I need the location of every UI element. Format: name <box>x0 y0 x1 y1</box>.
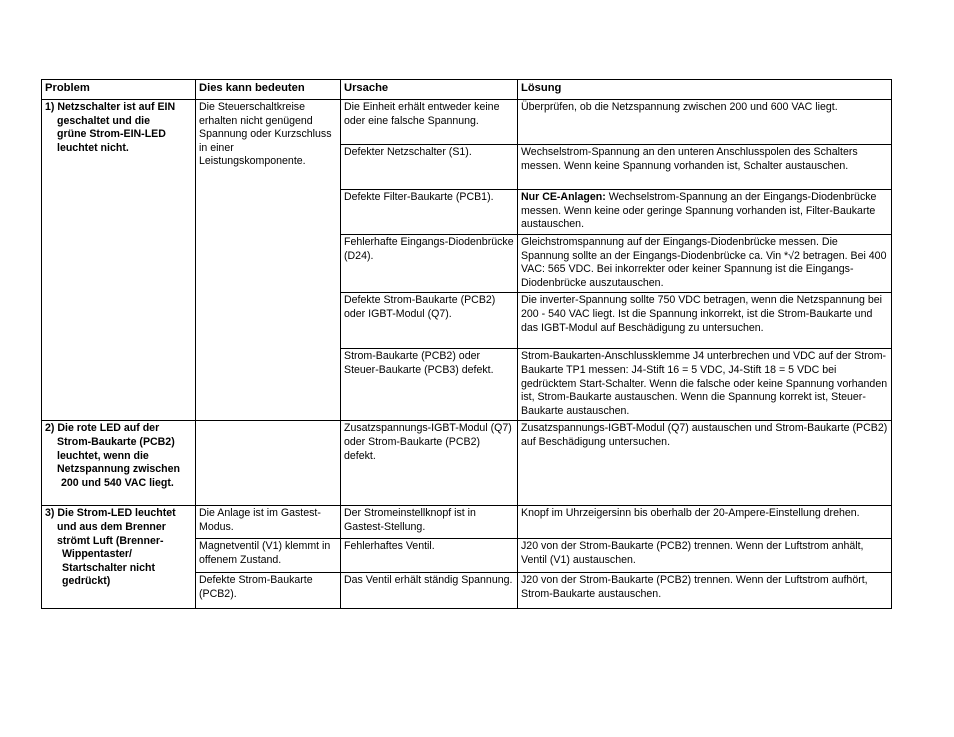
problem-2-line: leuchtet, wenn die <box>57 449 149 462</box>
meaning-cell: Die Anlage ist im Gastest-Modus. <box>196 506 341 539</box>
cause-cell: Die Einheit erhält entweder keine oder eine falsche Spannung. <box>341 100 518 145</box>
problem-1-line: 1) Netzschalter ist auf EIN <box>45 101 176 113</box>
header-row <box>42 80 892 100</box>
solution-cell: Knopf im Uhrzeigersinn bis oberhalb der 20-Ampere-Einstellung drehen. <box>518 506 892 539</box>
solution-text: Wechselstrom-Spannung an der Eingangs-Diodenbrücke messen. Wenn keine oder geringe Spannung vorhanden ist, Filter-Baukarte austauschen. <box>521 191 877 231</box>
problem-2-meaning <box>196 421 341 506</box>
solution-bold-prefix: Nur CE-Anlagen: <box>521 191 606 203</box>
header-meaning: Dies kann bedeuten <box>196 80 341 100</box>
solution-cell: Überprüfen, ob die Netzspannung zwischen 200 und 600 VAC liegt. <box>518 100 892 145</box>
solution-cell <box>518 190 892 235</box>
troubleshooting-table <box>41 79 892 609</box>
problem-3-line: und aus dem Brenner <box>57 520 166 533</box>
cause-cell: Das Ventil erhält ständig Spannung. <box>341 573 518 609</box>
header-solution: Lösung <box>518 80 892 100</box>
table-row <box>42 421 892 506</box>
meaning-cell: Magnetventil (V1) klemmt in offenem Zustand. <box>196 539 341 573</box>
problem-2-line: 2) Die rote LED auf der <box>45 422 160 435</box>
problem-2-line: 200 und 540 VAC liegt. <box>61 476 174 489</box>
meaning-cell: Defekte Strom-Baukarte (PCB2). <box>196 573 341 609</box>
problem-3-line: gedrückt) <box>62 575 111 588</box>
problem-2-line: Netzspannung zwischen <box>57 463 181 476</box>
problem-2-line: Strom-Baukarte (PCB2) <box>57 435 175 448</box>
problem-3-line: Wippentaster/ <box>62 548 132 561</box>
header-cause: Ursache <box>341 80 518 100</box>
solution-cell: Gleichstromspannung auf der Eingangs-Diodenbrücke messen. Die Spannung sollte an der Eingangs-Diodenbrücke ca. Vin *√2 betragen. Bei 400 VAC: 565 VDC. Bei inkorrekter oder keiner Spannung ist die Eingangs-Diodenbrücke auszutauschen. <box>518 235 892 293</box>
problem-3-line: Startschalter nicht <box>62 561 156 574</box>
solution-cell: Strom-Baukarten-Anschlussklemme J4 unterbrechen und VDC auf der Strom-Baukarte TP1 messen: J4-Stift 16 = 5 VDC, J4-Stift 18 = 5 VDC bei gedrücktem Start-Schalter. Wenn die falsche oder keine Spannung vorhanden ist, Strom-Baukarte austauschen. Wenn die Spannung korrekt ist, Steuer-Baukarte austauschen. <box>518 349 892 421</box>
cause-cell: Fehlerhafte Eingangs-Diodenbrücke (D24). <box>341 235 518 293</box>
problem-1-line: grüne Strom-EIN-LED <box>57 128 166 141</box>
cause-cell: Defekter Netzschalter (S1). <box>341 145 518 190</box>
problem-1-line: geschaltet und die <box>57 114 151 127</box>
cause-cell: Defekte Filter-Baukarte (PCB1). <box>341 190 518 235</box>
problem-1-line: leuchtet nicht. <box>57 141 129 154</box>
solution-cell: J20 von der Strom-Baukarte (PCB2) trennen. Wenn der Luftstrom anhält, Ventil (V1) austauschen. <box>518 539 892 573</box>
problem-1-meaning: Die Steuerschaltkreise erhalten nicht genügend Spannung oder Kurzschluss in einer Leistungskomponente. <box>196 100 341 421</box>
solution-cell: Zusatzspannungs-IGBT-Modul (Q7) austauschen und Strom-Baukarte (PCB2) auf Beschädigung untersuchen. <box>518 421 892 506</box>
problem-2-cell <box>42 421 196 506</box>
problem-1-cell <box>42 100 196 421</box>
cause-cell: Fehlerhaftes Ventil. <box>341 539 518 573</box>
cause-cell: Defekte Strom-Baukarte (PCB2) oder IGBT-Modul (Q7). <box>341 293 518 349</box>
cause-cell: Strom-Baukarte (PCB2) oder Steuer-Baukarte (PCB3) defekt. <box>341 349 518 421</box>
solution-cell: Wechselstrom-Spannung an den unteren Anschlusspolen des Schalters messen. Wenn keine Spannung vorhanden ist, Schalter austauschen. <box>518 145 892 190</box>
header-problem: Problem <box>42 80 196 100</box>
problem-3-line: strömt Luft (Brenner- <box>57 534 164 547</box>
solution-cell: Die inverter-Spannung sollte 750 VDC betragen, wenn die Netzspannung bei 200 - 540 VAC liegt. Ist die Spannung inkorrekt, ist die Strom-Baukarte und das IGBT-Modul auf Beschädigung zu untersuchen. <box>518 293 892 349</box>
table-row <box>42 100 892 145</box>
table-row <box>42 506 892 539</box>
cause-cell: Zusatzspannungs-IGBT-Modul (Q7) oder Strom-Baukarte (PCB2) defekt. <box>341 421 518 506</box>
problem-3-cell <box>42 506 196 609</box>
cause-cell: Der Stromeinstellknopf ist in Gastest-Stellung. <box>341 506 518 539</box>
problem-3-line: 3) Die Strom-LED leuchtet <box>45 507 176 520</box>
solution-cell: J20 von der Strom-Baukarte (PCB2) trennen. Wenn der Luftstrom aufhört, Strom-Baukarte austauschen. <box>518 573 892 609</box>
